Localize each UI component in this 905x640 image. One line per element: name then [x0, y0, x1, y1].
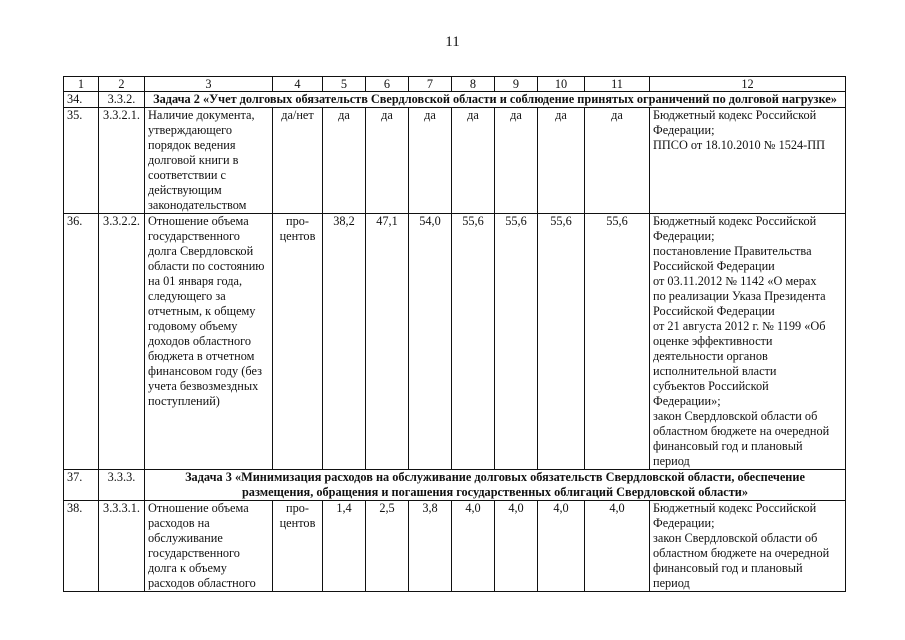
header-cell: 12	[650, 77, 846, 92]
header-cell: 8	[452, 77, 495, 92]
header-cell: 4	[273, 77, 323, 92]
value-cell: да	[366, 108, 409, 214]
column-number-row	[64, 77, 846, 92]
header-cell: 9	[495, 77, 538, 92]
value-cell: 4,0	[452, 501, 495, 592]
table-row	[64, 214, 846, 470]
header-cell: 10	[538, 77, 585, 92]
header-cell: 1	[64, 77, 99, 92]
value-cell: 55,6	[585, 214, 650, 470]
value-cell: 4,0	[495, 501, 538, 592]
value-cell: 3,8	[409, 501, 452, 592]
unit-cell: про- центов	[273, 501, 323, 592]
row-number: 38.	[64, 501, 99, 592]
value-cell: да	[585, 108, 650, 214]
value-cell: 54,0	[409, 214, 452, 470]
value-cell: 4,0	[585, 501, 650, 592]
row-code: 3.3.2.2.	[99, 214, 145, 470]
indicator-name: Отношение объема расходов на обслуживание государственного долга к объему расходов областного	[145, 501, 273, 592]
value-cell: 55,6	[495, 214, 538, 470]
value-cell: 55,6	[452, 214, 495, 470]
task-row	[64, 92, 846, 108]
task-row	[64, 470, 846, 501]
task-title: Задача 2 «Учет долговых обязательств Свердловской области и соблюдение принятых ограничений по долговой нагрузке»	[145, 92, 846, 108]
value-cell: да	[495, 108, 538, 214]
row-number: 36.	[64, 214, 99, 470]
source-cell: Бюджетный кодекс Российской Федерации; закон Свердловской области об областном бюджете на очередной финансовый год и плановый период	[650, 501, 846, 592]
source-cell: Бюджетный кодекс Российской Федерации; постановление Правительства Российской Федерации от 03.11.2012 № 1142 «О мерах по реализации Указа Президента Российской Федерации от 21 августа 2012 г. № 1199 «Об оценке эффективности деятельности органов исполнительной власти субъектов Российской Федерации»; закон Свердловской области об областном бюджете на очередной финансовый год и плановый период	[650, 214, 846, 470]
value-cell: 55,6	[538, 214, 585, 470]
header-cell: 7	[409, 77, 452, 92]
header-cell: 11	[585, 77, 650, 92]
indicators-table	[63, 76, 846, 592]
value-cell: да	[323, 108, 366, 214]
header-cell: 6	[366, 77, 409, 92]
table-row	[64, 501, 846, 592]
value-cell: 4,0	[538, 501, 585, 592]
page-number: 11	[445, 34, 460, 50]
row-code: 3.3.2.	[99, 92, 145, 108]
row-code: 3.3.3.	[99, 470, 145, 501]
indicator-name: Наличие документа, утверждающего порядок ведения долговой книги в соответствии с действующим законодательством	[145, 108, 273, 214]
value-cell: да	[452, 108, 495, 214]
header-cell: 5	[323, 77, 366, 92]
row-number: 37.	[64, 470, 99, 501]
value-cell: да	[409, 108, 452, 214]
row-code: 3.3.3.1.	[99, 501, 145, 592]
value-cell: 2,5	[366, 501, 409, 592]
value-cell: 47,1	[366, 214, 409, 470]
source-cell: Бюджетный кодекс Российской Федерации; ППСО от 18.10.2010 № 1524-ПП	[650, 108, 846, 214]
header-cell: 2	[99, 77, 145, 92]
value-cell: да	[538, 108, 585, 214]
value-cell: 38,2	[323, 214, 366, 470]
indicator-name: Отношение объема государственного долга Свердловской области по состоянию на 01 января года, следующего за отчетным, к общему годовому объему доходов областного бюджета в отчетном финансовом году (без учета безвозмездных поступлений)	[145, 214, 273, 470]
row-number: 35.	[64, 108, 99, 214]
unit-cell: да/нет	[273, 108, 323, 214]
header-cell: 3	[145, 77, 273, 92]
row-code: 3.3.2.1.	[99, 108, 145, 214]
unit-cell: про- центов	[273, 214, 323, 470]
value-cell: 1,4	[323, 501, 366, 592]
row-number: 34.	[64, 92, 99, 108]
table-row	[64, 108, 846, 214]
task-title: Задача 3 «Минимизация расходов на обслуживание долговых обязательств Свердловской области, обеспечение размещения, обращения и погашения государственных облигаций Свердловской области»	[145, 470, 846, 501]
